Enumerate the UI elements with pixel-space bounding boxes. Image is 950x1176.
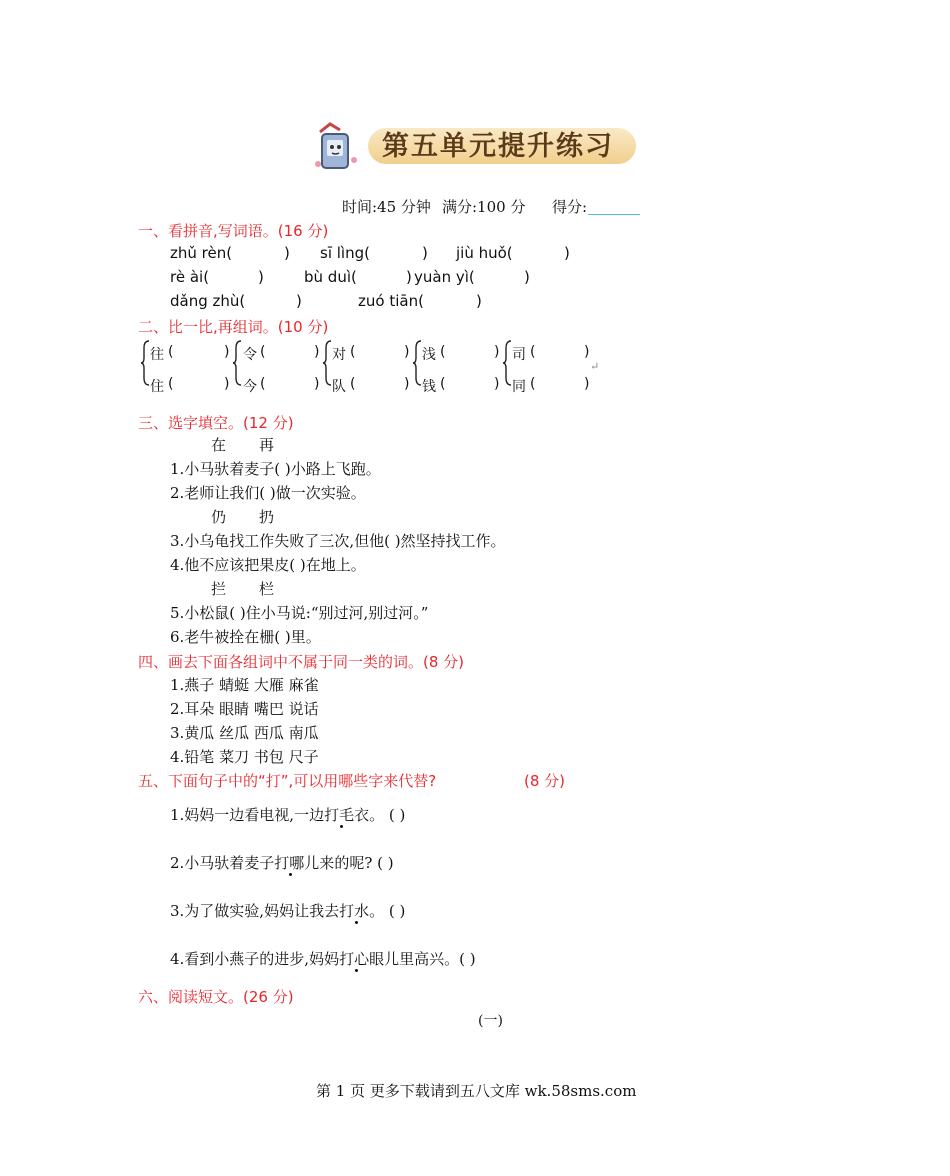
group-close: ): [224, 344, 230, 360]
return-mark-icon: ↵: [590, 360, 600, 373]
group-close: ): [584, 376, 590, 392]
group-top-char: 浅: [422, 347, 436, 363]
sentence-line: 3.为了做实验,妈妈让我去打水。 ( ): [170, 902, 406, 920]
group-close: ): [494, 344, 500, 360]
sentence-line: 2.小马驮着麦子打哪儿来的呢? ( ): [170, 854, 394, 872]
group-close: ): [404, 344, 410, 360]
time-label: 时间:45 分钟: [342, 198, 431, 216]
word-group-line: 2.耳朵 眼睛 嘴巴 说话: [170, 700, 319, 718]
pinyin-close: ): [524, 268, 530, 286]
group-open: (: [168, 344, 174, 360]
question-line: 3.小乌龟找工作失败了三次,但他( )然坚持找工作。: [170, 532, 506, 550]
choice-char: 仍: [211, 508, 227, 526]
section3-heading: 三、选字填空。(12 分): [138, 414, 294, 432]
question-line: 1.小马驮着麦子( )小路上飞跑。: [170, 460, 381, 478]
emphasis-dot: [355, 921, 358, 924]
group-open: (: [530, 376, 536, 392]
group-close: ): [224, 376, 230, 392]
question-line: 6.老牛被拴在栅( )里。: [170, 628, 321, 646]
pinyin-item: yuàn yì(: [414, 268, 475, 286]
word-group-line: 4.铅笔 菜刀 书包 尺子: [170, 748, 319, 766]
emphasis-dot: [289, 873, 292, 876]
emphasis-dot: [340, 825, 343, 828]
pinyin-item: jiù huǒ(: [456, 244, 513, 262]
pinyin-close: ): [564, 244, 570, 262]
group-close: ): [404, 376, 410, 392]
pinyin-close: ): [296, 292, 302, 310]
word-group-line: 3.黄瓜 丝瓜 西瓜 南瓜: [170, 724, 319, 742]
group-top-char: 往: [150, 347, 164, 363]
group-open: (: [350, 376, 356, 392]
pinyin-item: dǎng zhù(: [170, 292, 246, 310]
brace-icon: [232, 340, 242, 386]
pinyin-item: rè ài(: [170, 268, 210, 286]
word-group-line: 1.燕子 蜻蜓 大雁 麻雀: [170, 676, 319, 694]
choice-char: 再: [259, 436, 275, 454]
group-open: (: [440, 344, 446, 360]
group-bottom-char: 住: [150, 379, 164, 395]
score-blank[interactable]: [588, 214, 640, 215]
passage-part-label: (一): [478, 1013, 503, 1029]
pinyin-close: ): [422, 244, 428, 262]
emphasis-dot: [355, 969, 358, 972]
sentence-line: 1.妈妈一边看电视,一边打毛衣。 ( ): [170, 806, 406, 824]
brace-icon: [140, 340, 150, 386]
group-close: ): [584, 344, 590, 360]
section4-heading: 四、画去下面各组词中不属于同一类的词。(8 分): [138, 653, 465, 671]
pinyin-item: bù duì(: [304, 268, 357, 286]
pinyin-close: ): [476, 292, 482, 310]
pinyin-item: zhǔ rèn(: [170, 244, 233, 262]
pinyin-close: ): [284, 244, 290, 262]
pinyin-close: ): [258, 268, 264, 286]
brace-icon: [502, 340, 512, 386]
group-bottom-char: 今: [243, 379, 257, 395]
question-line: 4.他不应该把果皮( )在地上。: [170, 556, 366, 574]
mascot-icon: [310, 120, 362, 176]
section5-heading: 五、下面句子中的“打”,可以用哪些字来代替?: [138, 772, 437, 790]
section2-heading: 二、比一比,再组词。(10 分): [138, 318, 329, 336]
group-top-char: 令: [243, 347, 257, 363]
pinyin-item: zuó tiān(: [358, 292, 424, 310]
brace-icon: [412, 340, 422, 386]
pinyin-item: sī lìng(: [320, 244, 370, 262]
page-footer: 第 1 页 更多下载请到五八文库 wk.58sms.com: [316, 1082, 637, 1100]
group-bottom-char: 同: [512, 379, 526, 395]
section1-heading: 一、看拼音,写词语。(16 分): [138, 222, 329, 240]
group-bottom-char: 队: [332, 379, 346, 395]
group-top-char: 对: [332, 347, 346, 363]
group-open: (: [350, 344, 356, 360]
full-score-label: 满分:100 分: [442, 198, 526, 216]
section5-points: (8 分): [524, 772, 566, 790]
pinyin-close: ): [406, 268, 412, 286]
choice-char: 扔: [259, 508, 275, 526]
brace-icon: [322, 340, 332, 386]
group-open: (: [260, 344, 266, 360]
question-line: 2.老师让我们( )做一次实验。: [170, 484, 366, 502]
question-line: 5.小松鼠( )住小马说:“别过河,别过河。”: [170, 604, 429, 622]
section6-heading: 六、阅读短文。(26 分): [138, 988, 294, 1006]
group-open: (: [440, 376, 446, 392]
score-label: 得分:: [552, 198, 588, 216]
page-title: 第五单元提升练习: [382, 131, 614, 162]
choice-char: 栏: [259, 580, 275, 598]
group-close: ): [494, 376, 500, 392]
group-bottom-char: 钱: [422, 379, 436, 395]
group-open: (: [260, 376, 266, 392]
group-open: (: [530, 344, 536, 360]
group-close: ): [314, 344, 320, 360]
group-close: ): [314, 376, 320, 392]
choice-char: 在: [211, 436, 227, 454]
group-top-char: 司: [512, 347, 526, 363]
sentence-line: 4.看到小燕子的进步,妈妈打心眼儿里高兴。( ): [170, 950, 476, 968]
group-open: (: [168, 376, 174, 392]
choice-char: 拦: [211, 580, 227, 598]
